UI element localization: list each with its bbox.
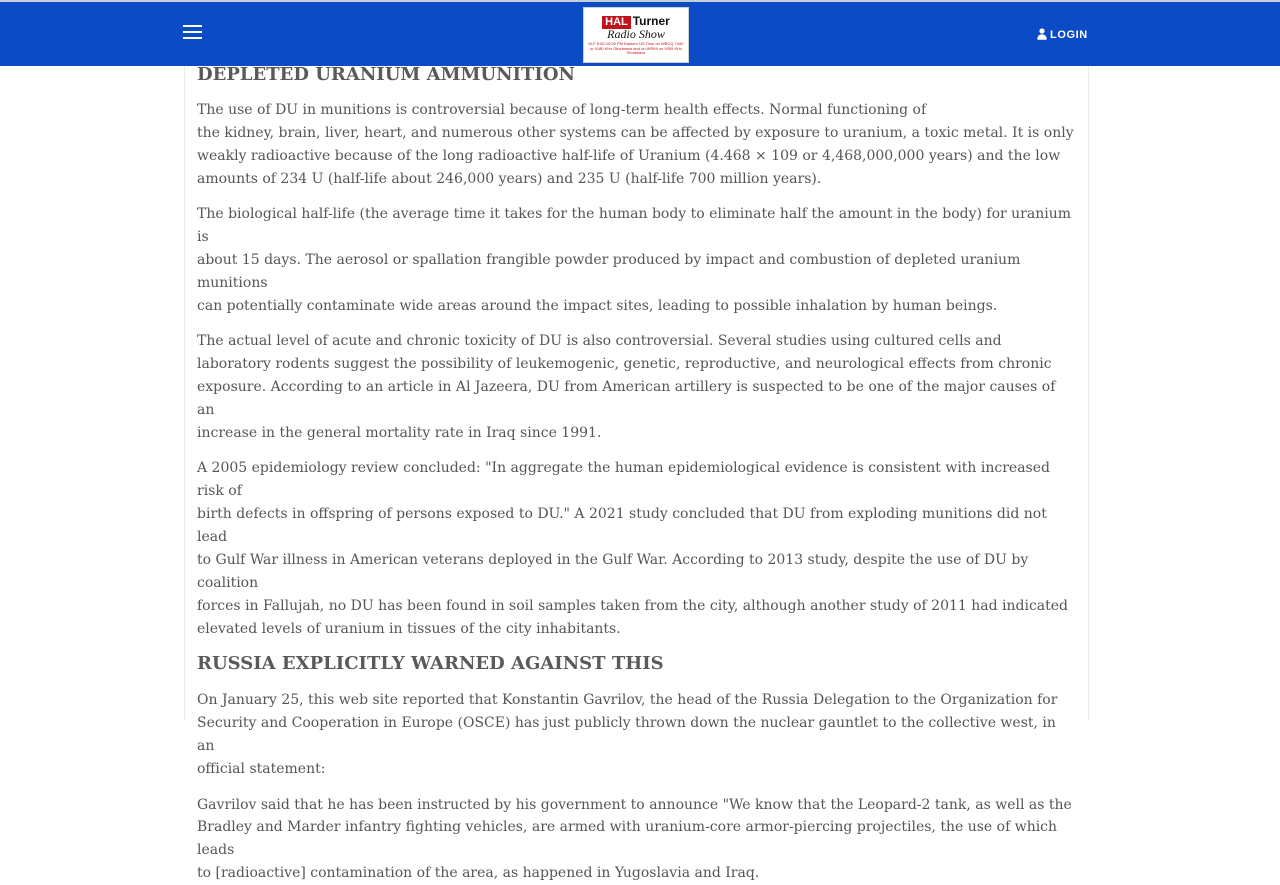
text-line: amounts of 234 U (half-life about 246,000 years) and 235 U (half-life 700 million years). xyxy=(197,170,822,187)
article-body xyxy=(184,64,1089,882)
text-line: Gavrilov said that he has been instructed by his government to announce "We know that the Leopard-2 tank, as well as the xyxy=(197,796,1072,813)
login-button[interactable] xyxy=(1037,28,1088,41)
text-line: to Gulf War illness in American veterans deployed in the Gulf War. According to 2013 study, despite the use of DU by coalition xyxy=(197,551,1029,591)
paragraph-gavrilov-report xyxy=(197,689,1076,781)
logo-hal-text: HAL xyxy=(602,16,631,29)
text-line: increase in the general mortality rate in Iraq since 1991. xyxy=(197,424,602,441)
text-line: Security and Cooperation in Europe (OSCE) has just publicly thrown down the nuclear gauntlet to the collective west, in an xyxy=(197,715,1056,755)
text-line: about 15 days. The aerosol or spallation frangible powder produced by impact and combustion of depleted uranium munitions xyxy=(197,251,1021,291)
text-line: can potentially contaminate wide areas around the impact sites, leading to possible inhalation by human beings. xyxy=(197,297,998,314)
user-icon xyxy=(1037,28,1047,40)
text-line: The actual level of acute and chronic toxicity of DU is also controversial. Several studies using cultured cells and xyxy=(197,333,1002,350)
text-line: exposure. According to an article in Al Jazeera, DU from American artillery is suspected to be one of the major causes of an xyxy=(197,378,1056,418)
site-logo[interactable] xyxy=(583,7,689,63)
paragraph-toxicity xyxy=(197,330,1076,445)
login-label: LOGIN xyxy=(1050,29,1088,41)
section-heading-depleted-uranium: DEPLETED URANIUM AMMUNITION xyxy=(197,64,575,85)
top-navbar xyxy=(0,0,1280,66)
logo-radio-show-text: Radio Show xyxy=(607,27,665,41)
text-line: weakly radioactive because of the long radioactive half-life of Uranium (4.468 × 109 or 4,468,000,000 years) and the low xyxy=(197,147,1061,164)
hamburger-menu-icon[interactable] xyxy=(183,25,202,40)
logo-turner-text: Turner xyxy=(632,14,670,28)
section-heading-russia-warned: RUSSIA EXPLICITLY WARNED AGAINST THIS xyxy=(197,653,664,675)
paragraph-biological-half-life xyxy=(197,203,1076,318)
paragraph-epidemiology-review xyxy=(197,457,1076,640)
text-line: The use of DU in munitions is controversial because of long-term health effects. Normal functioning of xyxy=(197,102,927,118)
paragraph-gavrilov-statement xyxy=(197,794,1076,885)
text-line: forces in Fallujah, no DU has been found in soil samples taken from the city, although another study of 2011 had indicated xyxy=(197,597,1069,614)
text-line: birth defects in offspring of persons exposed to DU." A 2021 study concluded that DU from exploding munitions did not lead xyxy=(197,506,1047,545)
text-line: A 2005 epidemiology review concluded: "In aggregate the human epidemiological evidence is consistent with increased risk of xyxy=(197,460,1050,500)
text-line: Bradley and Marder infantry fighting vehicles, are armed with uranium-core armor-piercing projectiles, the use of which leads xyxy=(197,819,1058,859)
text-line: the kidney, brain, liver, heart, and numerous other systems can be affected by exposure to uranium, a toxic metal. It is only xyxy=(197,124,1074,141)
text-line: to [radioactive] contamination of the area, as happened in Yugoslavia and Iraq. xyxy=(197,865,760,882)
text-line: On January 25, this web site reported that Konstantin Gavrilov, the head of the Russia Delegation to the Organization for xyxy=(197,692,1058,709)
paragraph-du-health-effects xyxy=(197,99,1076,191)
logo-fine-print: M-F 8:00-10:00 PM Eastern US Time on WBCQ 7490 or 9180 KHz Shortwave and on WRMI on 9395 KHz Shortwave xyxy=(588,41,684,55)
text-line: The biological half-life (the average time it takes for the human body to eliminate half the amount in the body) for uranium is xyxy=(197,206,1071,246)
text-line: laboratory rodents suggest the possibility of leukemogenic, genetic, reproductive, and neurological effects from chronic xyxy=(197,356,1052,373)
text-line: official statement: xyxy=(197,761,326,778)
text-line: elevated levels of uranium in tissues of the city inhabitants. xyxy=(197,620,621,637)
